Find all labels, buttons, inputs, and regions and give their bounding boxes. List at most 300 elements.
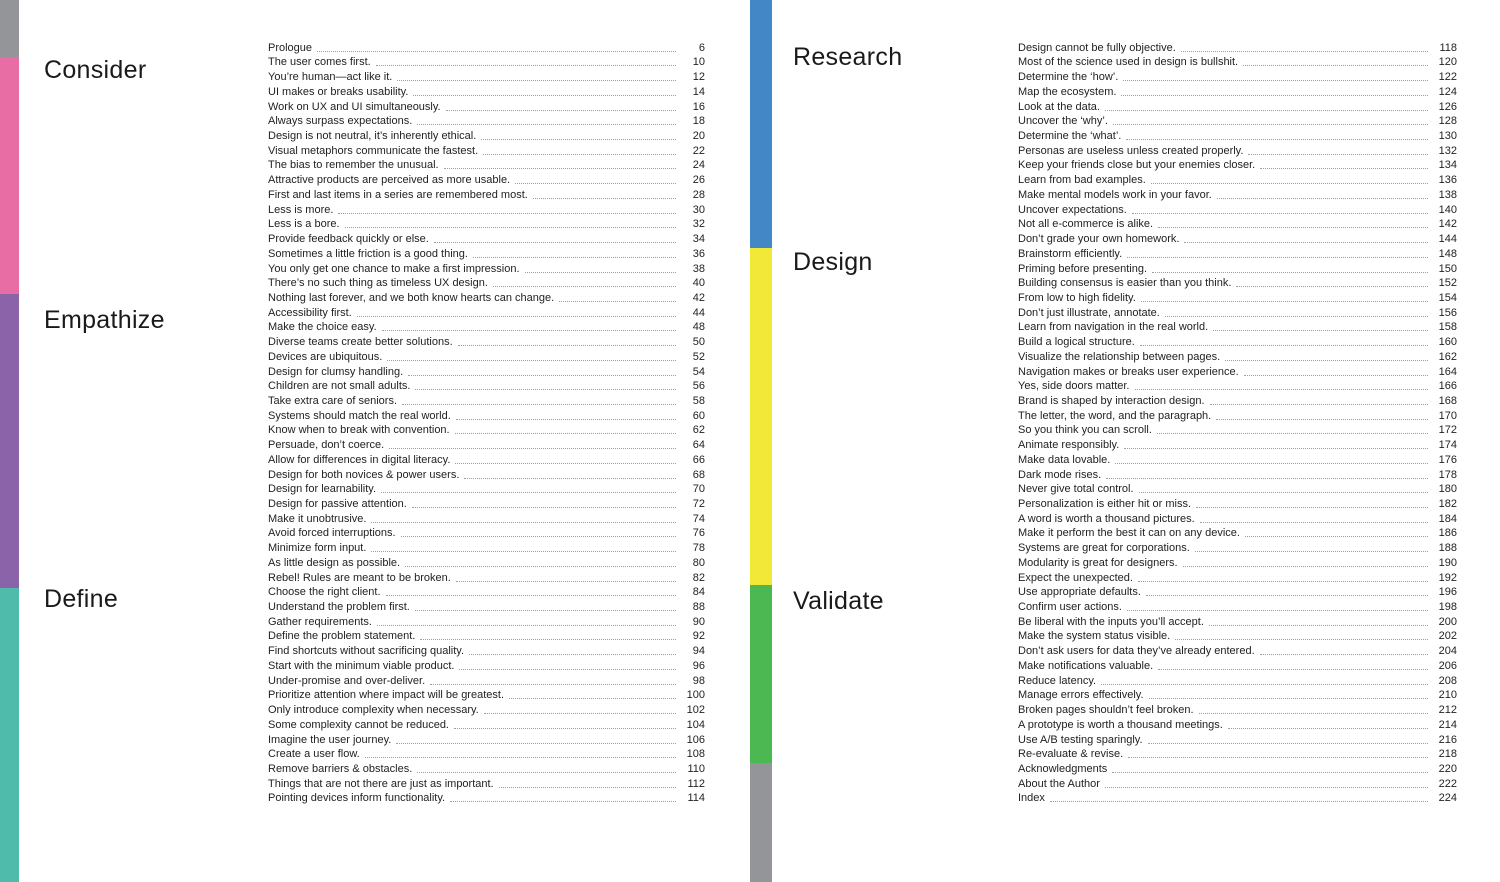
toc-entry-title: Understand the problem first. [268,601,410,614]
toc-entry-page-number: 94 [692,645,705,658]
toc-entry [268,437,705,452]
spine-segment-gray [750,763,772,882]
toc-entry-title: Provide feedback quickly or else. [268,233,429,246]
toc-leader-dots [1184,242,1428,243]
toc-entry-page-number: 80 [692,556,705,569]
toc-entry [268,305,705,320]
toc-entry-title: A word is worth a thousand pictures. [1018,512,1195,525]
toc-entry-page-number: 30 [692,203,705,216]
toc-entry-page-number: 64 [692,439,705,452]
toc-entry-page-number: 74 [692,512,705,525]
toc-entry-title: Uncover the ‘why’. [1018,115,1108,128]
toc-leader-dots [1209,625,1428,626]
toc-entry [268,408,705,423]
toc-entry-title: Always surpass expectations. [268,115,413,128]
toc-entry-page-number: 144 [1438,233,1457,246]
toc-entry-title: Look at the data. [1018,100,1100,113]
toc-leader-dots [525,272,676,273]
toc-entry [268,599,705,614]
toc-entry [1018,540,1457,555]
toc-entry [1018,732,1457,747]
toc-entry-page-number: 78 [692,542,705,555]
toc-entry [1018,511,1457,526]
toc-entry-title: Use appropriate defaults. [1018,586,1141,599]
toc-entry [268,379,705,394]
toc-entry-title: Animate responsibly. [1018,439,1120,452]
toc-entry [1018,747,1457,762]
toc-leader-dots [1112,772,1428,773]
toc-leader-dots [458,345,676,346]
toc-entry-title: Gather requirements. [268,615,372,628]
toc-entry [268,702,705,717]
toc-entry-title: Don’t ask users for data they’ve already entered. [1018,645,1255,658]
toc-entry [1018,496,1457,511]
toc-leader-dots [430,684,676,685]
toc-leader-dots [1200,522,1428,523]
toc-leader-dots [1158,227,1428,228]
toc-entry-page-number: 160 [1438,336,1457,349]
toc-entry-page-number: 12 [692,71,705,84]
toc-entry-page-number: 178 [1438,468,1457,481]
toc-entry [1018,643,1457,658]
toc-leader-dots [459,669,676,670]
toc-entry-page-number: 28 [692,188,705,201]
toc-entry-title: A prototype is worth a thousand meetings. [1018,718,1223,731]
toc-leader-dots [417,772,676,773]
toc-leader-dots [420,639,676,640]
toc-leader-dots [1152,272,1428,273]
toc-entry-title: Prologue [268,41,313,54]
toc-leader-dots [1113,124,1428,125]
toc-entry-page-number: 130 [1438,130,1457,143]
toc-entry [1018,570,1457,585]
toc-entry-page-number: 192 [1438,571,1457,584]
toc-entry-page-number: 184 [1438,512,1457,525]
toc-list-right-page [1018,40,1457,805]
toc-entry-page-number: 118 [1439,41,1457,54]
toc-entry [1018,305,1457,320]
toc-leader-dots [1105,787,1428,788]
toc-leader-dots [1148,743,1428,744]
toc-entry-title: Work on UX and UI simultaneously. [268,100,441,113]
toc-leader-dots [455,433,676,434]
toc-entry-page-number: 158 [1438,321,1457,334]
toc-leader-dots [473,257,676,258]
toc-leader-dots [1132,213,1428,214]
toc-entry-page-number: 122 [1438,71,1457,84]
edge-segment-teal [0,588,19,882]
toc-entry-title: Persuade, don’t coerce. [268,439,385,452]
toc-leader-dots [317,51,676,52]
toc-entry-page-number: 56 [692,380,705,393]
toc-entry-page-number: 100 [686,689,705,702]
toc-leader-dots [405,566,676,567]
toc-entry-title: Expect the unexpected. [1018,571,1133,584]
toc-leader-dots [413,95,676,96]
toc-entry-page-number: 10 [692,56,705,69]
toc-entry [268,364,705,379]
toc-entry-page-number: 6 [698,41,705,54]
toc-leader-dots [444,168,676,169]
toc-entry-page-number: 148 [1438,247,1457,260]
toc-entry-page-number: 176 [1438,453,1457,466]
toc-entry [268,217,705,232]
toc-leader-dots [401,536,676,537]
toc-entry-page-number: 186 [1438,527,1457,540]
toc-entry-title: Take extra care of seniors. [268,394,398,407]
toc-entry [1018,334,1457,349]
toc-entry-title: Determine the ‘what’. [1018,130,1122,143]
toc-leader-dots [1128,757,1428,758]
toc-entry [268,496,705,511]
toc-leader-dots [357,316,676,317]
toc-leader-dots [376,65,676,66]
edge-segment-purple [0,294,19,588]
toc-entry-title: Children are not small adults. [268,380,411,393]
toc-entry-page-number: 164 [1438,365,1457,378]
toc-entry-page-number: 92 [692,630,705,643]
toc-entry-page-number: 216 [1438,733,1457,746]
toc-entry-title: Things that are not there are just as important. [268,777,494,790]
toc-entry [1018,290,1457,305]
section-heading-research: Research [793,43,903,71]
toc-entry-page-number: 54 [692,365,705,378]
toc-entry-title: Make the system status visible. [1018,630,1171,643]
toc-entry-title: Define the problem statement. [268,630,416,643]
toc-entry-title: Systems are great for corporations. [1018,542,1190,555]
toc-entry-page-number: 82 [692,571,705,584]
toc-entry-page-number: 202 [1438,630,1457,643]
toc-leader-dots [1158,669,1428,670]
toc-entry-page-number: 98 [692,674,705,687]
toc-entry-page-number: 110 [687,762,705,775]
toc-leader-dots [1244,375,1428,376]
toc-entry-page-number: 162 [1438,350,1457,363]
toc-leader-dots [456,419,676,420]
toc-leader-dots [1196,507,1428,508]
toc-entry [268,585,705,600]
toc-leader-dots [396,743,676,744]
toc-entry-page-number: 152 [1438,277,1457,290]
toc-entry-title: Don’t just illustrate, annotate. [1018,306,1160,319]
toc-entry [1018,688,1457,703]
toc-entry-title: Under-promise and over-deliver. [268,674,426,687]
toc-entry [1018,555,1457,570]
toc-leader-dots [1149,698,1428,699]
toc-entry-page-number: 90 [692,615,705,628]
toc-entry-page-number: 222 [1438,777,1457,790]
toc-entry-title: Some complexity cannot be reduced. [268,718,449,731]
toc-entry [268,791,705,806]
toc-entry-title: First and last items in a series are remembered most. [268,188,528,201]
toc-entry-page-number: 200 [1438,615,1457,628]
toc-leader-dots [387,360,676,361]
toc-entry [1018,482,1457,497]
toc-entry-page-number: 44 [692,306,705,319]
toc-entry [1018,364,1457,379]
toc-entry [1018,629,1457,644]
toc-entry [268,261,705,276]
section-heading-define: Define [44,585,119,613]
toc-entry [268,732,705,747]
toc-entry [268,570,705,585]
toc-entry-page-number: 36 [692,247,705,260]
toc-entry-title: The letter, the word, and the paragraph. [1018,409,1212,422]
toc-entry [268,231,705,246]
toc-entry-title: Know when to break with convention. [268,424,450,437]
toc-leader-dots [1260,654,1428,655]
toc-leader-dots [412,507,676,508]
toc-leader-dots [415,610,676,611]
toc-entry-page-number: 26 [692,174,705,187]
toc-entry-title: Confirm user actions. [1018,601,1122,614]
toc-leader-dots [1181,51,1428,52]
toc-entry-page-number: 132 [1438,144,1457,157]
toc-entry-title: Reduce latency. [1018,674,1097,687]
toc-list-left-page [268,40,705,805]
toc-entry-title: Allow for differences in digital literacy. [268,453,451,466]
toc-leader-dots [454,728,676,729]
toc-entry-title: Design is not neutral, it’s inherently ethical. [268,130,477,143]
toc-leader-dots [1115,463,1428,464]
toc-entry [1018,99,1457,114]
toc-leader-dots [1236,286,1428,287]
toc-entry [268,99,705,114]
toc-entry-title: You’re human—act like it. [268,71,393,84]
toc-leader-dots [483,154,676,155]
toc-entry [1018,658,1457,673]
toc-entry-title: Brand is shaped by interaction design. [1018,394,1205,407]
toc-entry-title: Personas are useless unless created properly. [1018,144,1244,157]
toc-entry [268,526,705,541]
toc-entry [1018,673,1457,688]
toc-leader-dots [386,595,676,596]
toc-entry-title: Find shortcuts without sacrificing quality. [268,645,465,658]
toc-entry-page-number: 34 [692,233,705,246]
toc-entry-page-number: 188 [1438,542,1457,555]
toc-leader-dots [382,330,676,331]
toc-entry-title: Determine the ‘how’. [1018,71,1119,84]
toc-leader-dots [446,110,676,111]
toc-leader-dots [1127,257,1428,258]
toc-entry-page-number: 20 [692,130,705,143]
toc-entry-page-number: 22 [692,144,705,157]
toc-entry-page-number: 50 [692,336,705,349]
toc-entry-title: Rebel! Rules are meant to be broken. [268,571,451,584]
toc-entry-title: Building consensus is easier than you think. [1018,277,1232,290]
toc-entry-title: Not all e-commerce is alike. [1018,218,1154,231]
toc-entry-title: Create a user flow. [268,748,360,761]
toc-entry [268,629,705,644]
toc-entry [268,614,705,629]
toc-leader-dots [417,124,676,125]
toc-entry [1018,202,1457,217]
toc-entry-page-number: 76 [692,527,705,540]
toc-entry [1018,276,1457,291]
toc-entry-title: Sometimes a little friction is a good thing. [268,247,468,260]
section-heading-validate: Validate [793,587,884,615]
toc-entry-title: Systems should match the real world. [268,409,451,422]
toc-entry-page-number: 208 [1438,674,1457,687]
toc-entry-page-number: 166 [1438,380,1457,393]
toc-entry-page-number: 182 [1438,498,1457,510]
toc-entry-page-number: 136 [1438,174,1457,187]
toc-entry-page-number: 102 [686,704,705,717]
toc-entry [1018,776,1457,791]
toc-leader-dots [1126,139,1428,140]
toc-entry [268,776,705,791]
toc-entry [268,540,705,555]
toc-entry [268,688,705,703]
toc-entry-title: As little design as possible. [268,556,401,569]
toc-entry [268,452,705,467]
toc-entry-title: The bias to remember the unusual. [268,159,439,172]
toc-entry-title: Dark mode rises. [1018,468,1102,481]
toc-entry-title: Index [1018,792,1045,805]
toc-entry-title: Broken pages shouldn’t feel broken. [1018,704,1194,717]
toc-leader-dots [408,375,676,376]
toc-leader-dots [389,448,676,449]
toc-entry-title: Make it perform the best it can on any device. [1018,527,1240,540]
toc-entry-title: Modularity is great for designers. [1018,556,1178,569]
toc-entry-title: Visualize the relationship between pages. [1018,350,1221,363]
toc-entry [268,202,705,217]
toc-leader-dots [434,242,676,243]
toc-entry-title: Accessibility first. [268,306,352,319]
toc-entry-page-number: 18 [692,115,705,128]
toc-entry-title: Diverse teams create better solutions. [268,336,453,349]
toc-entry-title: Design cannot be fully objective. [1018,41,1176,54]
toc-entry-title: Only introduce complexity when necessary. [268,704,479,717]
toc-entry [268,555,705,570]
toc-leader-dots [455,463,676,464]
toc-entry-title: Make mental models work in your favor. [1018,188,1212,201]
toc-entry-page-number: 198 [1438,601,1457,614]
toc-leader-dots [1260,168,1428,169]
toc-leader-dots [456,581,676,582]
toc-leader-dots [1199,713,1428,714]
toc-entry [1018,246,1457,261]
toc-entry-title: Make data lovable. [1018,453,1111,466]
section-heading-empathize: Empathize [44,306,165,334]
toc-entry-title: Nothing last forever, and we both know hearts can change. [268,291,555,304]
toc-leader-dots [1225,360,1428,361]
toc-entry-title: Remove barriers & obstacles. [268,762,413,775]
toc-leader-dots [371,522,676,523]
toc-entry-page-number: 140 [1438,203,1457,216]
toc-entry-page-number: 72 [692,498,705,510]
toc-leader-dots [1123,80,1428,81]
toc-entry-title: Imagine the user journey. [268,733,392,746]
toc-entry-page-number: 32 [692,218,705,231]
toc-entry-title: UI makes or breaks usability. [268,85,409,98]
toc-entry [268,334,705,349]
toc-entry-title: Yes, side doors matter. [1018,380,1130,393]
toc-entry-title: The user comes first. [268,56,371,69]
toc-entry-page-number: 220 [1438,762,1457,775]
toc-entry [268,643,705,658]
toc-entry-page-number: 154 [1438,291,1457,304]
toc-leader-dots [1175,639,1428,640]
toc-entry-page-number: 42 [692,291,705,304]
toc-entry [1018,84,1457,99]
toc-entry-page-number: 126 [1438,100,1457,113]
toc-entry-page-number: 108 [686,748,705,761]
toc-entry-page-number: 68 [692,468,705,481]
toc-entry-title: Navigation makes or breaks user experience. [1018,365,1239,378]
toc-entry-title: Acknowledgments [1018,762,1108,775]
toc-entry [1018,261,1457,276]
toc-entry-title: Manage errors effectively. [1018,689,1144,702]
toc-entry-page-number: 84 [692,586,705,599]
toc-leader-dots [402,404,676,405]
toc-entry-page-number: 150 [1438,262,1457,275]
toc-entry-page-number: 174 [1438,439,1457,452]
toc-entry [268,40,705,55]
toc-entry [1018,40,1457,55]
toc-entry-page-number: 70 [692,483,705,496]
toc-entry-page-number: 212 [1438,704,1457,717]
toc-entry [268,84,705,99]
toc-leader-dots [509,698,676,699]
toc-entry-page-number: 114 [687,792,705,805]
toc-entry-title: Choose the right client. [268,586,381,599]
toc-entry-title: You only get one chance to make a first impression. [268,262,520,275]
toc-leader-dots [1165,316,1428,317]
toc-leader-dots [345,227,676,228]
edge-segment-gray [0,0,19,57]
toc-entry [268,320,705,335]
toc-entry-title: Make it unobtrusive. [268,512,367,525]
toc-entry-title: Re-evaluate & revise. [1018,748,1124,761]
toc-entry [1018,158,1457,173]
toc-entry-title: Never give total control. [1018,483,1134,496]
toc-leader-dots [1216,419,1428,420]
left-edge-color-bar [0,0,19,882]
toc-entry-page-number: 224 [1438,792,1457,805]
toc-entry-title: Priming before presenting. [1018,262,1148,275]
toc-entry [1018,217,1457,232]
toc-leader-dots [338,213,676,214]
toc-entry-title: There’s no such thing as timeless UX design. [268,277,488,290]
toc-leader-dots [450,801,676,802]
toc-leader-dots [1101,684,1428,685]
toc-entry-title: Most of the science used in design is bullshit. [1018,56,1239,69]
toc-entry [1018,467,1457,482]
toc-entry [1018,408,1457,423]
toc-entry-page-number: 138 [1438,188,1457,201]
toc-entry [1018,187,1457,202]
toc-entry [1018,599,1457,614]
toc-entry-page-number: 112 [687,777,705,790]
toc-entry-page-number: 156 [1438,306,1457,319]
toc-leader-dots [1228,728,1428,729]
toc-leader-dots [1106,478,1428,479]
toc-leader-dots [1124,448,1428,449]
toc-leader-dots [464,478,676,479]
toc-entry-title: Less is a bore. [268,218,340,231]
toc-leader-dots [1139,492,1428,493]
toc-entry-title: So you think you can scroll. [1018,424,1152,437]
toc-leader-dots [1135,389,1429,390]
toc-entry-title: Personalization is either hit or miss. [1018,498,1192,510]
toc-leader-dots [1121,95,1428,96]
toc-entry [1018,791,1457,806]
edge-segment-pink [0,57,19,294]
toc-entry [268,290,705,305]
toc-entry [1018,320,1457,335]
toc-entry-title: Be liberal with the inputs you’ll accept. [1018,615,1204,628]
